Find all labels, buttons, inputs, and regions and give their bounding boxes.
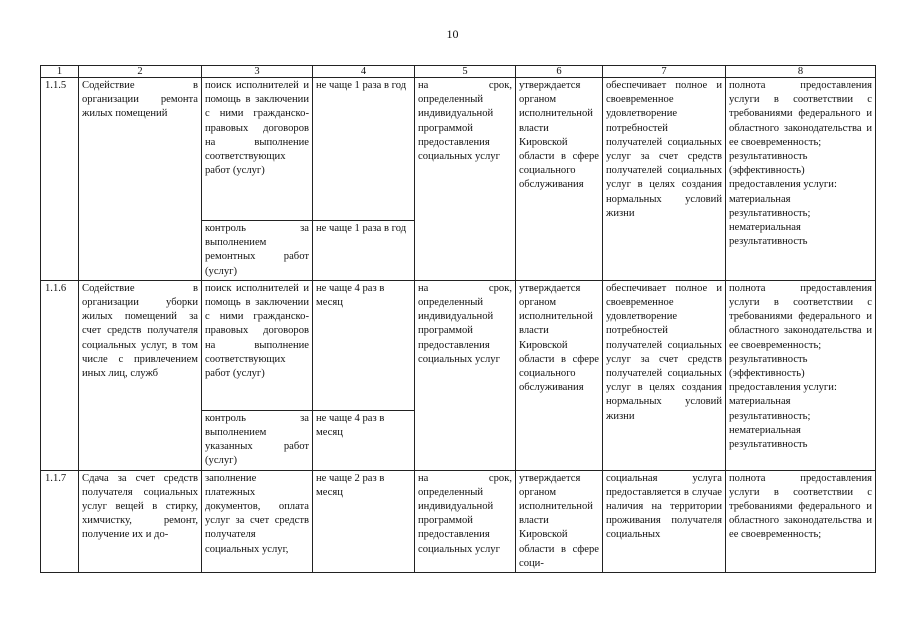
service-name: Содействие в организации ремонта жилых помещений	[79, 78, 202, 281]
service-frequency: не чаще 2 раз в месяц	[313, 470, 415, 572]
column-number: 3	[202, 66, 313, 78]
service-condition: обеспечивает полное и своевременное удовлетворение потребностей получателей социальных услуг за счет средств получателей социальных услуг в целях создания нормальных условий жизни	[603, 78, 726, 281]
service-condition: социальная услуга предоставляется в случае наличия на территории проживания получателя социальных	[603, 470, 726, 572]
table-row	[41, 470, 876, 572]
service-term: на срок, определенный индивидуальной программой предоставления социальных услуг	[415, 280, 516, 470]
service-frequency: не чаще 1 раза в год	[313, 78, 415, 221]
column-number: 2	[79, 66, 202, 78]
service-frequency: не чаще 1 раза в год	[313, 221, 415, 281]
service-action: поиск исполнителей и помощь в заключении с ними гражданско-правовых договоров на выполнение соответствующих работ (услуг)	[202, 280, 313, 410]
service-cost: утверждается органом исполнительной власти Кировской области в сфере соци-	[516, 470, 603, 572]
table-row	[41, 280, 876, 410]
service-name: Сдача за счет средств получателя социальных услуг вещей в стирку, химчистку, ремонт, получение их и до-	[79, 470, 202, 572]
service-number: 1.1.5	[41, 78, 79, 281]
service-number: 1.1.7	[41, 470, 79, 572]
service-cost: утверждается органом исполнительной власти Кировской области в сфере социального обслуживания	[516, 280, 603, 470]
column-number: 7	[603, 66, 726, 78]
column-number: 5	[415, 66, 516, 78]
column-number-row	[41, 66, 876, 78]
service-frequency: не чаще 4 раз в месяц	[313, 280, 415, 410]
service-action: заполнение платежных документов, оплата услуг за счет средств получателя социальных услуг,	[202, 470, 313, 572]
service-condition: обеспечивает полное и своевременное удовлетворение потребностей получателей социальных услуг за счет средств получателей социальных услуг в целях создания нормальных условий жизни	[603, 280, 726, 470]
column-number: 8	[726, 66, 876, 78]
service-action: поиск исполнителей и помощь в заключении с ними гражданско-правовых договоров на выполнение соответствующих работ (услуг)	[202, 78, 313, 221]
service-term: на срок, определенный индивидуальной программой предоставления социальных услуг	[415, 470, 516, 572]
service-action: контроль за выполнением ремонтных работ (услуг)	[202, 221, 313, 281]
services-table	[40, 65, 876, 573]
column-number: 4	[313, 66, 415, 78]
service-name: Содействие в организации уборки жилых помещений за счет средств получателя социальных услуг, в том числе с привлечением иных лиц, служб	[79, 280, 202, 470]
service-quality: полнота предоставления услуги в соответствии с требованиями федерального и областного законодательства и ее своевременность; результативность (эффективность) предоставления услуги: материальная результативность; нематериальная результативность	[726, 280, 876, 470]
service-quality: полнота предоставления услуги в соответствии с требованиями федерального и областного законодательства и ее своевременность;	[726, 470, 876, 572]
service-frequency: не чаще 4 раз в месяц	[313, 410, 415, 470]
service-quality: полнота предоставления услуги в соответствии с требованиями федерального и областного законодательства и ее своевременность; результативность (эффективность) предоставления услуги: материальная результативность; нематериальная результативность	[726, 78, 876, 281]
service-action: контроль за выполнением указанных работ (услуг)	[202, 410, 313, 470]
service-term: на срок, определенный индивидуальной программой предоставления социальных услуг	[415, 78, 516, 281]
table-row	[41, 78, 876, 221]
column-number: 6	[516, 66, 603, 78]
column-number: 1	[41, 66, 79, 78]
page-number: 10	[446, 27, 459, 41]
service-cost: утверждается органом исполнительной власти Кировской области в сфере социального обслуживания	[516, 78, 603, 281]
service-number: 1.1.6	[41, 280, 79, 470]
